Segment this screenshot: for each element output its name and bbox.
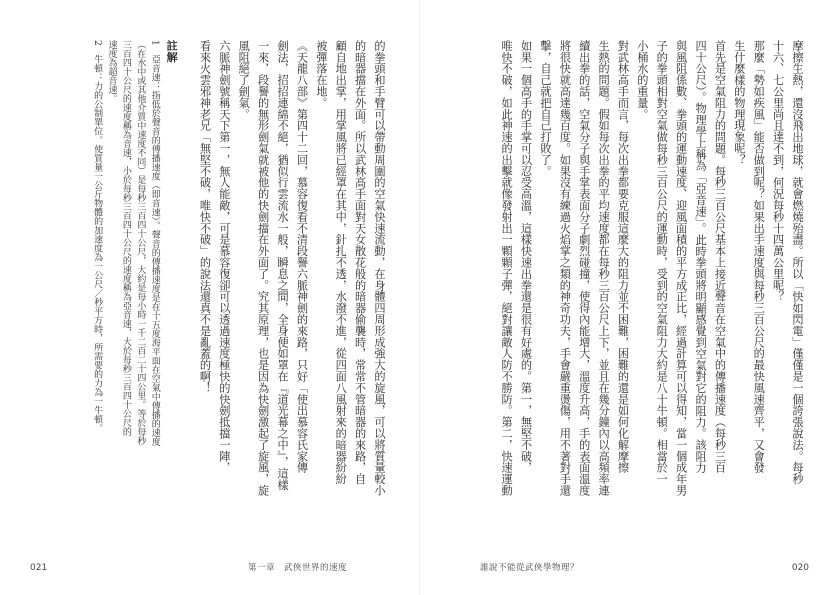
body-text-column: 那麼「勢如疾風」能否做到呢？如果出手速度與每秒三百公尺的最快風速齊平，又會發 [752,40,766,474]
body-text-column: 顧自地出掌，用掌風將已經罩在其中，針扎不透，水潑不進，從四面八風射來的暗器紛紛 [334,40,348,485]
footnote-line: 2 牛頓：力的公制單位。使質量一公斤物體的加速度為一公尺／秒平方時，所需要的力為一牛頓。 [92,40,103,433]
body-text-column: 生熱的問題。假如每次出拳的平均速度都在每秒三百公尺上下，並且在幾分鐘內以高頻率連 [597,40,611,496]
body-text-column: 續出拳的話，空氣分子與手掌表面分子劇烈碰撞，使得內能增大，溫度升高，手的表面溫度 [577,40,591,496]
body-text-column: 將很快就高達幾百度。如果沒有練過火焰掌之類的神奇功夫，手會嚴重燙傷，用不著對手還 [558,40,572,496]
right-running-head: 誰說不能從武俠學物理？ [480,563,580,573]
book-gutter [419,0,420,595]
body-text-column: 生什麼樣的物理現象呢？ [732,40,746,166]
body-text-column: 對武林高手而言，每次出拳都要克服這麼大的阻力並不困難，困難的還是如何化解摩擦 [616,40,630,474]
body-text-column: 一來，段譽的無形劍氣就被他的快劍擋在外面了。究其原理，也是因為快劍激起了旋風，旋 [256,40,270,496]
right-page-body [497,40,807,540]
left-page-number: 021 [30,563,48,573]
footnote-line: 1 亞音速：指低於聲音的傳播速度（即音速）。聲音的傳播速度是在十五度海平面在空氣中傳播的速度 [149,40,160,447]
notes-heading: 註解 [165,40,179,63]
section-spacer [181,40,195,540]
body-text-column: 與風阻係數、拳頭的運動速度、迎風面積的平方成正比，經過計算可以得知，當一個成年男 [674,40,688,496]
left-running-head: 第一章 武俠世界的速度 [248,563,348,573]
body-text-column: 《天龍八部》第四十二回，慕容復看不清段譽六脈神劍的來路，只好「使出慕容氏家傳 [295,40,309,474]
left-page [0,0,419,595]
body-text-column: 摩擦生熱，還沒飛出地球，就會燃燒殆盡。所以「快如閃電」僅僅是一個誇張說法。每秒 [791,40,804,485]
footnote-line: 三百四十公尺的速度稱為音速，小於每秒三百四十公尺的速度稱為亞音速，大於每秒三百四十公尺的 [120,40,131,436]
body-text-column: 擊，自己就把自己打敗了。 [538,40,552,177]
body-text-column: 十六、七公里尚且達不到，何況每秒十四萬公里呢？ [771,40,785,303]
footnote-line: 速度為超音速。 [106,40,117,103]
body-text-column: 被彈落在地。 [314,40,328,109]
body-text-column: 如果一個高手的手掌可以忍受高溫，這樣快速出拳還是很有好處的。第一，無堅不破， [519,40,533,474]
body-text-column: 唯快不破，如此神速的出擊就像發射出一顆顆子彈，絕對讓敵人防不勝防。第二，快速運動 [500,40,514,496]
body-text-column: 小桶水的重量。 [635,40,649,120]
body-text-column: 子的拳頭相對空氣做每秒三百公尺的運動時，受到的空氣阻力大約是八十牛頓。相當於一 [655,40,669,485]
footnote-line: （在水中或其他介質中速度不同）是每秒三百四十公尺，大約是每小時一千二百二十四公里。等於每秒 [135,40,146,445]
right-page [420,0,839,595]
body-text-column: 四十公尺）。物理學上稱為「亞音速」。此時拳頭將明顯感覺到空氣對它的阻力。該阻力 [694,40,708,474]
body-text-column: 看來火雲邪神老兄「無堅不破，唯快不破」的說法還真不是亂蓋的啊！ [198,40,212,394]
body-text-column: 六脈神劍號稱天下第一，無人能敵，可是慕容復卻可以透過速度極快的快劍抵擋一陣， [217,40,231,474]
body-text-column: 風阻絕了劍氣。 [237,40,251,120]
left-page-body [90,40,389,540]
right-page-number: 020 [791,563,809,573]
body-text-column: 的拳頭和手臂可以帶動周圍的空氣快速流動，在身體四周形成強大的旋風，可以將質量較小 [373,40,386,496]
body-text-column: 首先是空氣阻力的問題。每秒三百公尺基本上接近聲音在空氣中的傳播速度（每秒三百 [713,40,727,474]
body-text-column: 劍法，招招連綿不絕，猶似行雲流水一般，瞬息之間，全身便如罩在『道光幕之中』，這樣 [276,40,290,491]
body-text-column: 的暗器擋在外面。所以武林高手面對天女散花般的暗器偷襲時，常常不管暗器的來路，自 [353,40,367,485]
